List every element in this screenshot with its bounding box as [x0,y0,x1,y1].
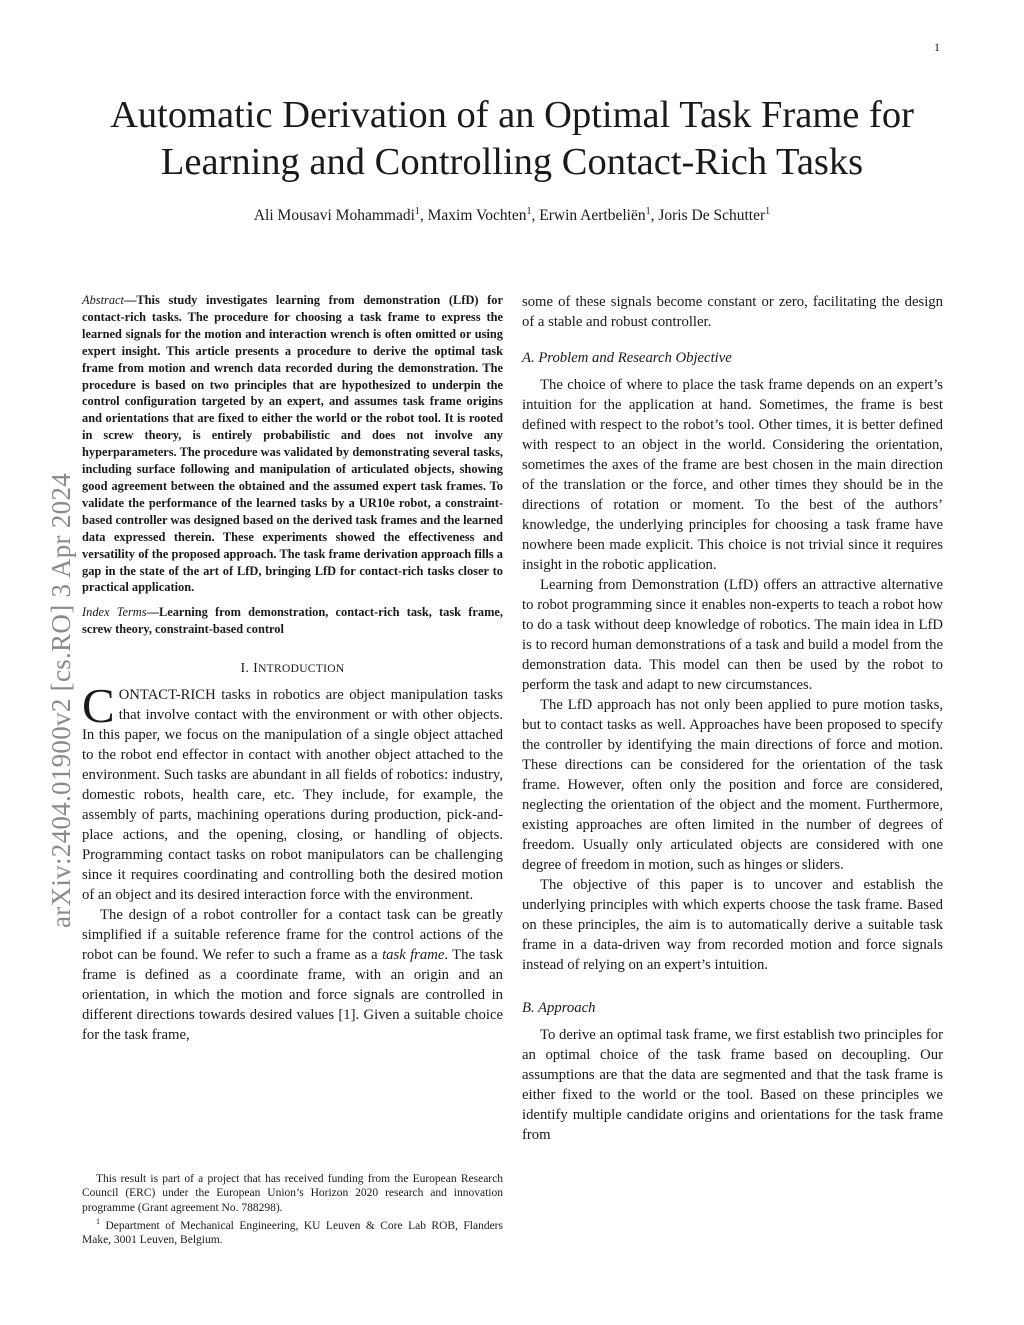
section-heading-introduction: I. INTRODUCTION [240,661,345,677]
subsec-a-paragraph-3: The LfD approach has not only been applied to pure motion tasks, but to contact tasks as well. Approaches have been proposed to specify the controller by identifying the main directions of force and motion. These directions can be considered for the orientation of the task frame. However, often only the position and force are considered, neglecting the orientation of the object and the moment. Furthermore, existing approaches are often limited in the number of degrees of freedom. Usually only articulated objects are considered with one degree of freedom in motion, such as hinges or sliders. [522,697,943,873]
page-number: 1 [934,40,940,54]
author-list [60,206,964,225]
author: Maxim Vochten$^1$, [427,206,540,225]
intro-paragraph-2: The design of a robot controller for a contact task can be greatly simplified if a suitable reference frame for the control actions of the robot can be found. We refer to such a frame as a task frame. The task frame is defined as a coordinate frame, with an origin and an orientation, in which the motion and force signals are controlled in different directions towards desired values [1]. Given a suitable choice for the task frame, [82,907,503,1044]
right-column [522,292,943,1145]
author: Joris De Schutter$^1$ [658,206,771,225]
arxiv-stamp: arXiv:2404.01900v2 [cs.RO] 3 Apr 2024 [46,472,76,928]
subsec-a-paragraph-4: The objective of this paper is to uncover and establish the underlying principles with which experts choose the task frame. Based on these principles, the aim is to automatically derive a suitable task frame in a data-driven way from recorded motion and force signals instead of relying on an expert’s intuition. [522,877,943,973]
author: Ali Mousavi Mohammadi$^1$, [253,206,428,225]
abstract: Abstract—This study investigates learning from demonstration (LfD) for contact-rich tasks. The procedure for choosing a task frame to express the learned signals for the motion and interaction wrench is often omitted or using expert insight. This article presents a procedure to derive the optimal task frame from motion and wrench data recorded during the demonstration. The procedure is based on two principles that are hypothesized to underpin the control configuration targeted by an expert, and assumes task frame origins and orientations that are fixed to either the world or the robot tool. It is rooted in screw theory, is entirely probabilistic and does not involve any hyperparameters. The procedure was validated by demonstrating several tasks, including surface following and manipulation of articulated objects, showing good agreement between the obtained and the assumed expert task frames. To validate the performance of the learned tasks by a UR10e robot, a constraint-based controller was designed based on the derived task frames and the learned data expressed therein. These experiments showed the effectiveness and versatility of the proposed approach. The task frame derivation approach fills a gap in the state of the art of LfD, bringing LfD for contact-rich tasks closer to practical application. [82,293,503,595]
author: Erwin Aertbeliën$^1$, [539,206,659,225]
subsec-a-paragraph-2: Learning from Demonstration (LfD) offers an attractive alternative to robot programming since it enables non-experts to teach a robot how to do a task without deep knowledge of robotics. The main idea in LfD is to record human demonstrations of a task and build a model from the demonstration data. This model can then be used by the robot to perform the task and adapt to new circumstances. [522,577,943,693]
footnotes [82,1172,503,1248]
abstract-label: Abstract [82,293,124,307]
title-line-1: Automatic Derivation of an Optimal Task Frame for [110,94,914,136]
funding-footnote: This result is part of a project that has received funding from the European Research Council (ERC) under the European Union’s Horizon 2020 research and innovation programme (Grant agreement No. 788298). [82,1173,503,1214]
subsec-a-paragraph-1: The choice of where to place the task frame depends on an expert’s intuition for the application at hand. Sometimes, the frame is best defined with respect to the robot’s tool. Other times, it is better defined with respect to an object in the world. Considering the orientation, sometimes the axes of the frame are best chosen in the main direction of the translation or the force, and other times they should be in the directions of rotation or moment. To the best of the authors’ knowledge, the underlying principles for choosing a task frame have nowhere been made explicit. This choice is not trivial since it requires insight in the robotic application. [522,377,943,573]
subsection-heading-b: B. Approach [522,1000,596,1016]
title-line-2: Learning and Controlling Contact-Rich Tasks [160,141,864,183]
affiliation-footnote: $^1$ Department of Mechanical Engineering, KU Leuven & Core Lab ROB, Flanders Make, 3001 Leuven, Belgium. [82,1217,503,1247]
right-paragraph-0: some of these signals become constant or zero, facilitating the design of a stable and robust controller. [522,294,943,330]
index-terms: Index Terms—Learning from demonstration, contact-rich task, task frame, screw theory, constraint-based control [82,605,503,637]
index-terms-text: Learning from demonstration, contact-rich task, task frame, screw theory, constraint-based control [82,605,503,637]
paper-title [60,92,964,186]
subsection-heading-a: A. Problem and Research Objective [522,350,732,366]
abstract-text: This study investigates learning from demonstration (LfD) for contact-rich tasks. The procedure for choosing a task frame to express the learned signals for the motion and interaction wrench is often omitted or using expert insight. This article presents a procedure to derive the optimal task frame from motion and wrench data recorded during the demonstration. The procedure is based on two principles that are hypothesized to underpin the control configuration targeted by an expert, and assumes task frame origins and orientations that are fixed to either the world or the robot tool. It is rooted in screw theory, is entirely probabilistic and does not involve any hyperparameters. The procedure was validated by demonstrating several tasks, including surface following and manipulation of articulated objects, showing good agreement between the obtained and the assumed expert task frames. To validate the performance of the learned tasks by a UR10e robot, a constraint-based controller was designed based on the derived task frames and the learned data expressed therein. These experiments showed the effectiveness and versatility of the proposed approach. The task frame derivation approach fills a gap in the state of the art of LfD, bringing LfD for contact-rich tasks closer to practical application. [82,293,503,595]
index-terms-label: Index Terms [82,605,147,620]
left-column [82,292,503,1045]
intro-paragraph-1: CONTACT-RICH tasks in robotics are object manipulation tasks that involve contact with the environment or with other objects. In this paper, we focus on the manipulation of a single object attached to the robot end effector in contact with another object attached to the environment. Such tasks are abundant in all fields of robotics: industry, domestic robots, health care, etc. They include, for example, the assembly of parts, machining operations during production, pick-and-place actions, and the opening, closing, or handling of objects. Programming contact tasks on robot manipulators can be challenging since it requires coordinating and controlling both the desired motion of an object and its desired interaction force with the environment. [82,678,503,904]
subsec-b-paragraph-1: To derive an optimal task frame, we first establish two principles for an optimal choice of the task frame based on decoupling. Our assumptions are that the data are segmented and that the task frame is either fixed to the world or the tool. Based on these principles we identify multiple candidate origins and orientations for the task frame from [522,1027,943,1143]
drop-cap: C [82,678,115,734]
